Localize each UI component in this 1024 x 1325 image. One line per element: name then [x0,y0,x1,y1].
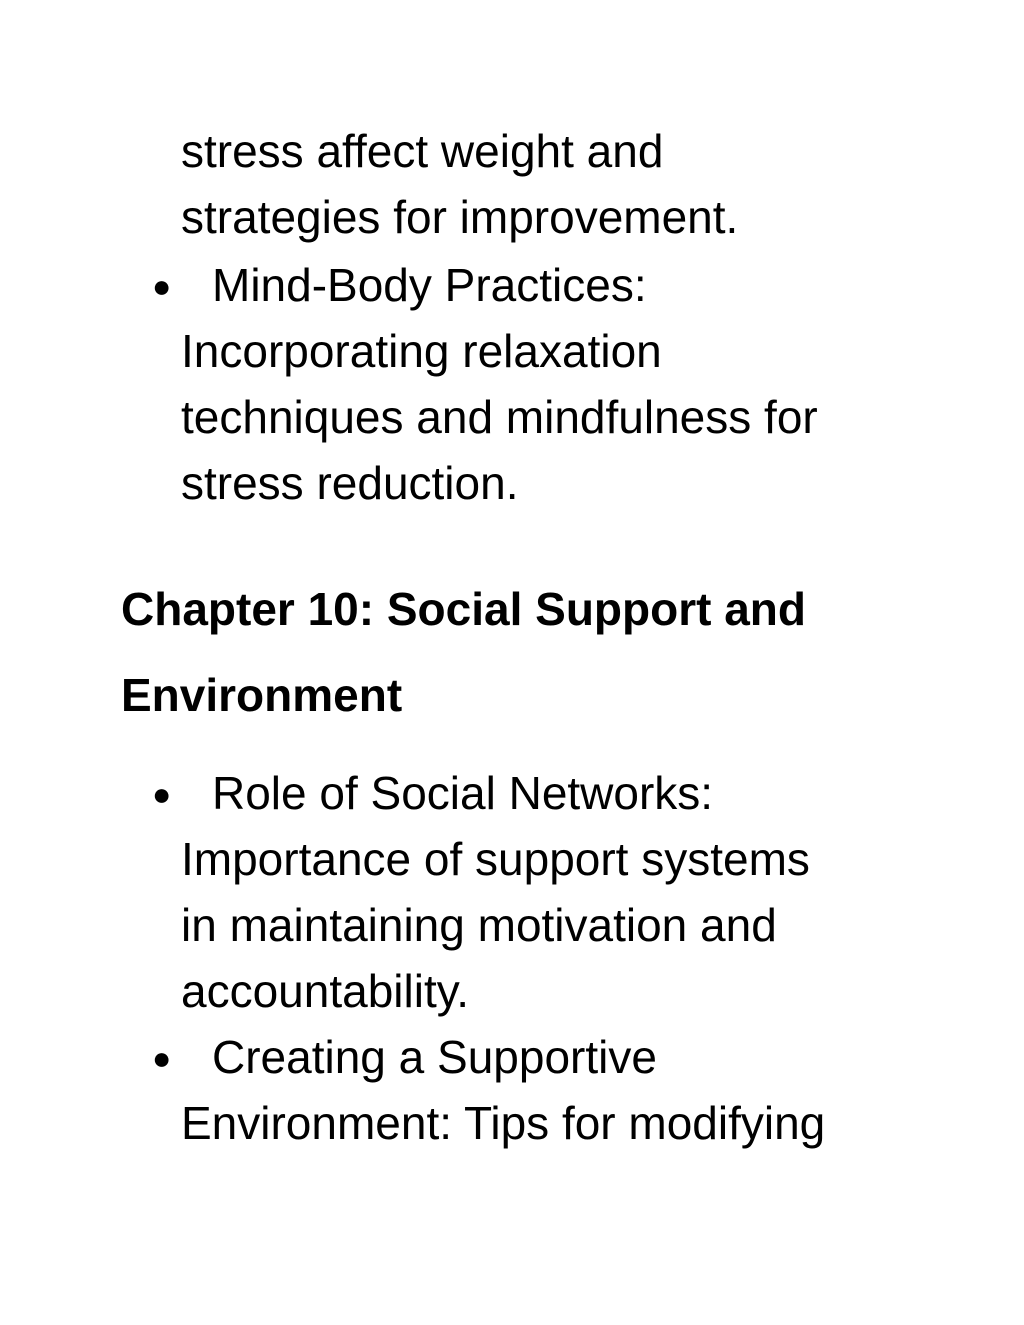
list-item-label: Creating a Supportive [212,1031,657,1083]
list-item-continued-line: strategies for improvement. [181,191,739,243]
list-item-text-line: stress reduction. [181,457,519,509]
list-item-text-line: accountability. [181,965,470,1017]
list-item-text-line: techniques and mindfulness for [181,391,818,443]
bullet-icon: ● [152,268,172,304]
list-item-continued-line: stress affect weight and [181,125,664,177]
bullet-icon: ● [152,1040,172,1076]
chapter-heading-line: Chapter 10: Social Support and [121,583,806,635]
list-item-text-line: Incorporating relaxation [181,325,662,377]
list-item-label: Role of Social Networks: [212,767,714,819]
list-item-text-line: Environment: Tips for modifying [181,1097,826,1149]
list-item-mind-body [152,252,647,319]
chapter-heading-line: Environment [121,669,403,721]
list-item-label: Mind-Body Practices: [212,259,647,311]
list-item-text-line: Importance of support systems [181,833,810,885]
list-item-social-networks [152,760,713,827]
bullet-icon: ● [152,776,172,812]
list-item-text-line: in maintaining motivation and [181,899,777,951]
list-item-supportive-environment [152,1024,657,1091]
